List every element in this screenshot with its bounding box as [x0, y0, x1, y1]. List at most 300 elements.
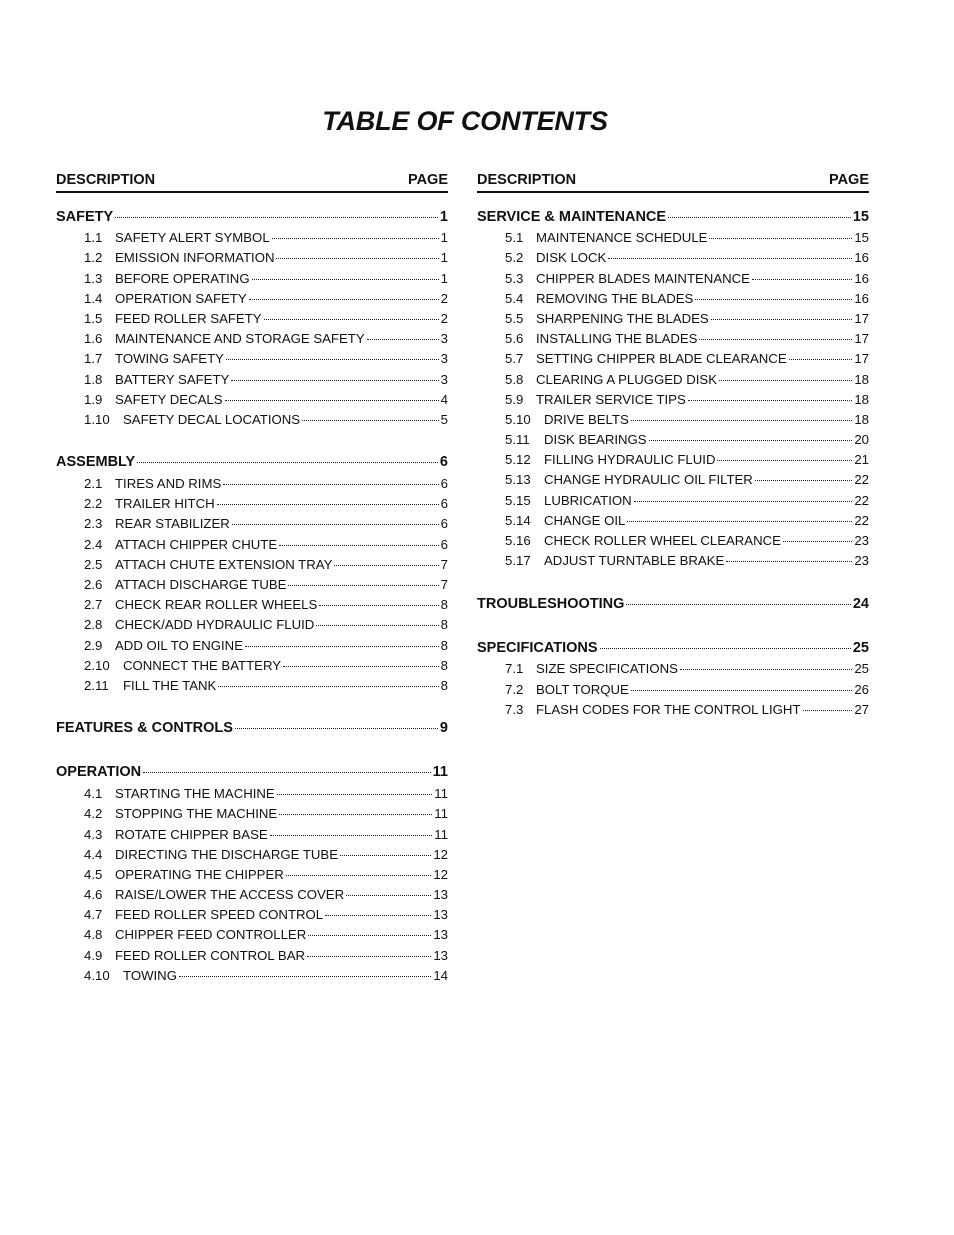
item-page-number: 8	[440, 617, 448, 633]
item-title: ADD OIL TO ENGINE	[115, 637, 243, 653]
toc-item-row[interactable]	[56, 656, 448, 676]
item-title: DIRECTING THE DISCHARGE TUBE	[115, 846, 338, 862]
toc-item-row[interactable]	[56, 268, 448, 288]
item-page-number: 11	[434, 786, 448, 802]
section-title: FEATURES & CONTROLS	[56, 720, 233, 737]
item-page-number: 2	[440, 290, 448, 306]
item-title: REMOVING THE BLADES	[536, 290, 694, 306]
item-page-number: 4	[440, 391, 448, 407]
toc-item-row[interactable]	[477, 268, 869, 288]
toc-item-row[interactable]	[56, 804, 448, 824]
dot-leader	[755, 470, 852, 481]
item-title: RAISE/LOWER THE ACCESS COVER	[115, 887, 345, 903]
toc-item-row[interactable]	[477, 309, 869, 329]
column-header	[477, 172, 869, 193]
item-number: 4.7	[84, 907, 103, 923]
dot-leader	[283, 656, 439, 667]
toc-section-row[interactable]	[56, 451, 448, 474]
item-page-number: 22	[854, 492, 869, 508]
dot-leader	[277, 784, 433, 795]
item-number: 4.9	[84, 947, 103, 963]
toc-item-row[interactable]	[477, 410, 869, 430]
item-number: 5.11	[505, 432, 530, 448]
item-number: 5.13	[505, 472, 531, 488]
section-page-number: 1	[439, 208, 448, 225]
dot-leader	[789, 349, 853, 360]
toc-column-right	[477, 172, 869, 741]
item-number: 4.4	[84, 846, 103, 862]
dot-leader	[235, 717, 438, 730]
item-number: 1.4	[84, 290, 103, 306]
dot-leader	[302, 410, 439, 421]
item-title: DISK BEARINGS	[544, 432, 647, 448]
dot-leader	[316, 615, 438, 626]
page-title: TABLE OF CONTENTS	[322, 106, 608, 136]
item-number: 2.7	[84, 597, 103, 613]
item-page-number: 7	[440, 556, 448, 572]
section-title: SPECIFICATIONS	[477, 639, 598, 656]
item-page-number: 18	[854, 391, 869, 407]
item-number: 5.9	[505, 391, 524, 407]
item-page-number: 13	[433, 927, 448, 943]
item-title: SAFETY ALERT SYMBOL	[115, 230, 270, 246]
dot-leader	[783, 531, 852, 542]
dot-leader	[143, 761, 431, 774]
toc-item-row[interactable]	[56, 248, 448, 268]
dot-leader	[279, 804, 432, 815]
item-page-number: 17	[854, 331, 869, 347]
item-title: DRIVE BELTS	[544, 411, 629, 427]
item-page-number: 14	[433, 967, 448, 983]
item-page-number: 17	[854, 310, 869, 326]
item-number: 5.4	[505, 290, 524, 306]
item-page-number: 8	[440, 637, 448, 653]
toc-section-row[interactable]	[56, 717, 448, 740]
dot-leader	[688, 390, 853, 401]
toc-item-row[interactable]	[56, 905, 448, 925]
dot-leader	[226, 349, 439, 360]
item-title: TOWING SAFETY	[115, 351, 224, 367]
item-title: FILL THE TANK	[123, 677, 217, 693]
toc-item-row[interactable]	[477, 679, 869, 699]
toc-item-row[interactable]	[477, 430, 869, 450]
dot-leader	[223, 474, 438, 485]
item-number: 5.16	[505, 533, 531, 548]
item-title: TOWING	[123, 967, 177, 983]
item-number: 1.8	[84, 371, 103, 387]
item-page-number: 13	[433, 947, 448, 963]
item-title: CHECK ROLLER WHEEL CLEARANCE	[544, 533, 781, 548]
toc-section	[56, 761, 448, 986]
toc-item-row[interactable]	[56, 329, 448, 349]
toc-item-row[interactable]	[477, 470, 869, 490]
item-number: 2.1	[84, 476, 103, 492]
description-header: DESCRIPTION	[56, 172, 156, 188]
item-number: 5.2	[505, 250, 524, 266]
item-title: OPERATION SAFETY	[115, 290, 247, 306]
toc-item-row[interactable]	[477, 390, 869, 410]
dot-leader	[752, 268, 852, 279]
dot-leader	[286, 865, 432, 876]
item-number: 2.3	[84, 516, 103, 532]
dot-leader	[252, 268, 439, 279]
toc-item-row[interactable]	[56, 289, 448, 309]
item-number: 4.2	[84, 806, 103, 822]
item-page-number: 18	[854, 371, 869, 387]
item-title: TIRES AND RIMS	[115, 476, 222, 492]
item-number: 1.6	[84, 331, 103, 347]
dot-leader	[225, 390, 439, 401]
item-page-number: 13	[433, 907, 448, 923]
dot-leader	[680, 659, 852, 670]
item-page-number: 16	[854, 290, 869, 306]
item-number: 5.1	[505, 230, 524, 246]
item-title: REAR STABILIZER	[115, 516, 230, 532]
toc-sections-left	[56, 205, 448, 986]
section-title: TROUBLESHOOTING	[477, 595, 625, 612]
toc-item-row[interactable]	[56, 784, 448, 804]
toc-item-row[interactable]	[56, 534, 448, 554]
toc-item-row[interactable]	[56, 349, 448, 369]
item-title: MAINTENANCE AND STORAGE SAFETY	[115, 331, 365, 347]
item-title: TRAILER SERVICE TIPS	[536, 391, 686, 407]
item-page-number: 8	[440, 597, 448, 613]
dot-leader	[272, 228, 439, 239]
item-page-number: 23	[854, 553, 869, 569]
toc-section	[56, 451, 448, 696]
toc-item-row[interactable]	[56, 228, 448, 248]
dot-leader	[627, 511, 852, 522]
toc-item-row[interactable]	[56, 676, 448, 696]
item-page-number: 2	[440, 310, 448, 326]
item-page-number: 22	[854, 472, 869, 488]
item-number: 7.3	[505, 701, 524, 717]
dot-leader	[626, 592, 850, 605]
item-page-number: 16	[854, 270, 869, 286]
toc-section	[56, 717, 448, 740]
page-header: PAGE	[407, 172, 448, 188]
item-number: 2.6	[84, 577, 103, 592]
item-page-number: 11	[434, 806, 448, 822]
item-page-number: 12	[433, 846, 448, 862]
item-page-number: 8	[440, 677, 448, 693]
item-number: 5.5	[505, 310, 524, 326]
toc-item-row[interactable]	[477, 659, 869, 679]
item-number: 4.10	[84, 967, 110, 983]
item-number: 2.2	[84, 496, 103, 512]
toc-item-row[interactable]	[477, 329, 869, 349]
toc-item-row[interactable]	[56, 824, 448, 844]
item-title: BATTERY SAFETY	[115, 371, 230, 387]
item-title: DISK LOCK	[536, 250, 607, 266]
dot-leader	[634, 490, 853, 501]
item-page-number: 1	[440, 270, 448, 286]
toc-item-row[interactable]	[477, 248, 869, 268]
dot-leader	[334, 555, 438, 566]
item-number: 4.1	[84, 786, 103, 802]
dot-leader	[631, 679, 853, 690]
item-title: INSTALLING THE BLADES	[536, 331, 698, 347]
item-page-number: 18	[854, 411, 869, 427]
dot-leader	[699, 329, 852, 340]
item-title: ATTACH CHIPPER CHUTE	[115, 536, 278, 552]
dot-leader	[276, 248, 438, 259]
item-title: CHECK/ADD HYDRAULIC FLUID	[115, 617, 315, 633]
item-page-number: 15	[854, 230, 869, 246]
item-number: 4.3	[84, 826, 103, 842]
toc-item-row[interactable]	[56, 945, 448, 965]
item-page-number: 12	[433, 866, 448, 882]
dot-leader	[711, 309, 853, 320]
toc-item-row[interactable]	[477, 289, 869, 309]
dot-leader	[264, 309, 439, 320]
toc-item-row[interactable]	[56, 885, 448, 905]
toc-item-row[interactable]	[56, 474, 448, 494]
toc-item-row[interactable]	[477, 349, 869, 369]
section-page-number: 6	[439, 454, 448, 471]
item-title: ROTATE CHIPPER BASE	[115, 826, 268, 842]
item-title: BEFORE OPERATING	[115, 270, 250, 286]
toc-item-row[interactable]	[56, 555, 448, 575]
item-title: LUBRICATION	[544, 492, 632, 508]
item-number: 1.7	[84, 351, 103, 367]
column-header	[56, 172, 448, 193]
item-page-number: 21	[854, 452, 869, 468]
item-page-number: 20	[854, 432, 869, 448]
item-number: 5.7	[505, 351, 524, 367]
section-page-number: 9	[439, 720, 448, 737]
item-title: CHIPPER FEED CONTROLLER	[115, 927, 307, 943]
item-page-number: 7	[440, 577, 448, 592]
item-page-number: 1	[440, 230, 448, 246]
item-title: FEED ROLLER SAFETY	[115, 310, 262, 326]
item-number: 1.1	[84, 230, 103, 246]
toc-item-row[interactable]	[56, 410, 448, 430]
item-number: 7.1	[505, 661, 524, 677]
toc-item-row[interactable]	[56, 925, 448, 945]
toc-section-row[interactable]	[477, 205, 869, 228]
toc-item-row[interactable]	[477, 531, 869, 551]
dot-leader	[717, 450, 852, 461]
toc-section-row[interactable]	[56, 205, 448, 228]
item-number: 5.10	[505, 411, 531, 427]
item-number: 2.11	[84, 677, 109, 693]
item-number: 5.12	[505, 452, 531, 468]
item-title: SHARPENING THE BLADES	[536, 310, 709, 326]
toc-column-left	[56, 172, 448, 1007]
item-page-number: 11	[434, 826, 448, 842]
dot-leader	[346, 885, 431, 896]
item-title: TRAILER HITCH	[115, 496, 215, 512]
dot-leader	[319, 595, 438, 606]
dot-leader	[270, 824, 433, 835]
item-page-number: 3	[440, 351, 448, 367]
item-title: CHECK REAR ROLLER WHEELS	[115, 597, 318, 613]
toc-section-row[interactable]	[477, 592, 869, 615]
item-number: 4.6	[84, 887, 103, 903]
toc-section-row[interactable]	[477, 636, 869, 659]
item-number: 5.3	[505, 270, 524, 286]
page-header: PAGE	[828, 172, 869, 188]
dot-leader	[726, 551, 852, 562]
item-title: BOLT TORQUE	[536, 681, 629, 697]
dot-leader	[340, 845, 431, 856]
item-page-number: 6	[440, 496, 448, 512]
section-title: SAFETY	[56, 208, 114, 225]
dot-leader	[279, 534, 438, 545]
item-title: SAFETY DECAL LOCATIONS	[123, 411, 301, 427]
item-page-number: 16	[854, 250, 869, 266]
item-title: ADJUST TURNTABLE BRAKE	[544, 553, 725, 569]
dot-leader	[137, 451, 438, 464]
item-title: SIZE SPECIFICATIONS	[536, 661, 678, 677]
toc-item-row[interactable]	[477, 511, 869, 531]
item-page-number: 13	[433, 887, 448, 903]
dot-leader	[218, 676, 438, 687]
item-number: 2.9	[84, 637, 103, 653]
section-page-number: 15	[852, 208, 869, 225]
item-page-number: 8	[440, 657, 448, 673]
dot-leader	[179, 966, 431, 977]
toc-item-row[interactable]	[56, 865, 448, 885]
item-page-number: 1	[440, 250, 448, 266]
dot-leader	[325, 905, 431, 916]
item-page-number: 23	[854, 533, 869, 548]
dot-leader	[249, 289, 439, 300]
item-title: CLEARING A PLUGGED DISK	[536, 371, 718, 387]
item-number: 5.17	[505, 553, 531, 569]
dot-leader	[307, 945, 431, 956]
item-page-number: 26	[854, 681, 869, 697]
toc-item-row[interactable]	[56, 494, 448, 514]
section-page-number: 25	[852, 639, 869, 656]
item-title: CHANGE HYDRAULIC OIL FILTER	[544, 472, 753, 488]
toc-item-row[interactable]	[56, 575, 448, 595]
toc-item-row[interactable]	[56, 845, 448, 865]
toc-item-row[interactable]	[477, 228, 869, 248]
item-number: 1.10	[84, 411, 110, 427]
item-number: 4.5	[84, 866, 103, 882]
item-page-number: 22	[854, 512, 869, 528]
dot-leader	[231, 369, 438, 380]
toc-item-row[interactable]	[477, 490, 869, 510]
item-page-number: 17	[854, 351, 869, 367]
item-title: SAFETY DECALS	[115, 391, 223, 407]
item-page-number: 6	[440, 516, 448, 532]
item-title: MAINTENANCE SCHEDULE	[536, 230, 708, 246]
description-header: DESCRIPTION	[477, 172, 577, 188]
item-number: 2.8	[84, 617, 103, 633]
toc-item-row[interactable]	[56, 309, 448, 329]
toc-item-row[interactable]	[56, 514, 448, 534]
item-page-number: 6	[440, 536, 448, 552]
item-number: 1.2	[84, 250, 103, 266]
item-number: 5.8	[505, 371, 524, 387]
section-page-number: 24	[852, 595, 869, 612]
toc-item-row[interactable]	[56, 966, 448, 986]
item-title: EMISSION INFORMATION	[115, 250, 275, 266]
dot-leader	[217, 494, 439, 505]
item-number: 5.14	[505, 512, 531, 528]
item-title: CONNECT THE BATTERY	[123, 657, 282, 673]
item-title: STARTING THE MACHINE	[115, 786, 275, 802]
item-title: FEED ROLLER CONTROL BAR	[115, 947, 306, 963]
toc-section	[477, 636, 869, 720]
item-number: 2.10	[84, 657, 110, 673]
toc-item-row[interactable]	[477, 551, 869, 571]
dot-leader	[288, 575, 438, 586]
dot-leader	[115, 205, 438, 218]
dot-leader	[695, 289, 852, 300]
item-page-number: 6	[440, 476, 448, 492]
item-number: 5.15	[505, 492, 531, 508]
dot-leader	[367, 329, 439, 340]
dot-leader	[245, 635, 439, 646]
item-page-number: 3	[440, 331, 448, 347]
section-title: SERVICE & MAINTENANCE	[477, 208, 667, 225]
toc-section-row[interactable]	[56, 761, 448, 784]
section-title: ASSEMBLY	[56, 454, 136, 471]
item-page-number: 3	[440, 371, 448, 387]
item-title: CHANGE OIL	[544, 512, 626, 528]
item-number: 1.3	[84, 270, 103, 286]
item-number: 4.8	[84, 927, 103, 943]
dot-leader	[803, 700, 853, 711]
section-title: OPERATION	[56, 764, 142, 781]
item-page-number: 25	[854, 661, 869, 677]
item-number: 1.5	[84, 310, 103, 326]
dot-leader	[608, 248, 852, 259]
item-number: 5.6	[505, 331, 524, 347]
toc-item-row[interactable]	[56, 635, 448, 655]
item-title: STOPPING THE MACHINE	[115, 806, 278, 822]
toc-item-row[interactable]	[56, 369, 448, 389]
item-title: FEED ROLLER SPEED CONTROL	[115, 907, 324, 923]
dot-leader	[719, 369, 852, 380]
item-title: ATTACH DISCHARGE TUBE	[115, 577, 287, 592]
item-title: CHIPPER BLADES MAINTENANCE	[536, 270, 750, 286]
toc-section	[477, 592, 869, 615]
dot-leader	[668, 205, 851, 218]
dot-leader	[649, 430, 853, 441]
item-number: 2.5	[84, 556, 103, 572]
dot-leader	[308, 925, 431, 936]
dot-leader	[631, 410, 853, 421]
toc-item-row[interactable]	[56, 595, 448, 615]
item-title: ATTACH CHUTE EXTENSION TRAY	[115, 556, 333, 572]
dot-leader	[600, 636, 851, 649]
item-page-number: 5	[440, 411, 448, 427]
toc-section	[477, 205, 869, 571]
toc-item-row[interactable]	[56, 615, 448, 635]
item-title: FLASH CODES FOR THE CONTROL LIGHT	[536, 701, 801, 717]
dot-leader	[232, 514, 439, 525]
item-title: SETTING CHIPPER BLADE CLEARANCE	[536, 351, 787, 367]
item-number: 2.4	[84, 536, 103, 552]
toc-sections-right	[477, 205, 869, 720]
section-page-number: 11	[432, 764, 448, 781]
dot-leader	[709, 228, 852, 239]
toc-section	[56, 205, 448, 430]
toc-item-row[interactable]	[477, 700, 869, 720]
item-number: 7.2	[505, 681, 524, 697]
toc-item-row[interactable]	[56, 390, 448, 410]
item-title: OPERATING THE CHIPPER	[115, 866, 284, 882]
toc-item-row[interactable]	[477, 450, 869, 470]
item-page-number: 27	[854, 701, 869, 717]
item-title: FILLING HYDRAULIC FLUID	[544, 452, 716, 468]
toc-item-row[interactable]	[477, 369, 869, 389]
